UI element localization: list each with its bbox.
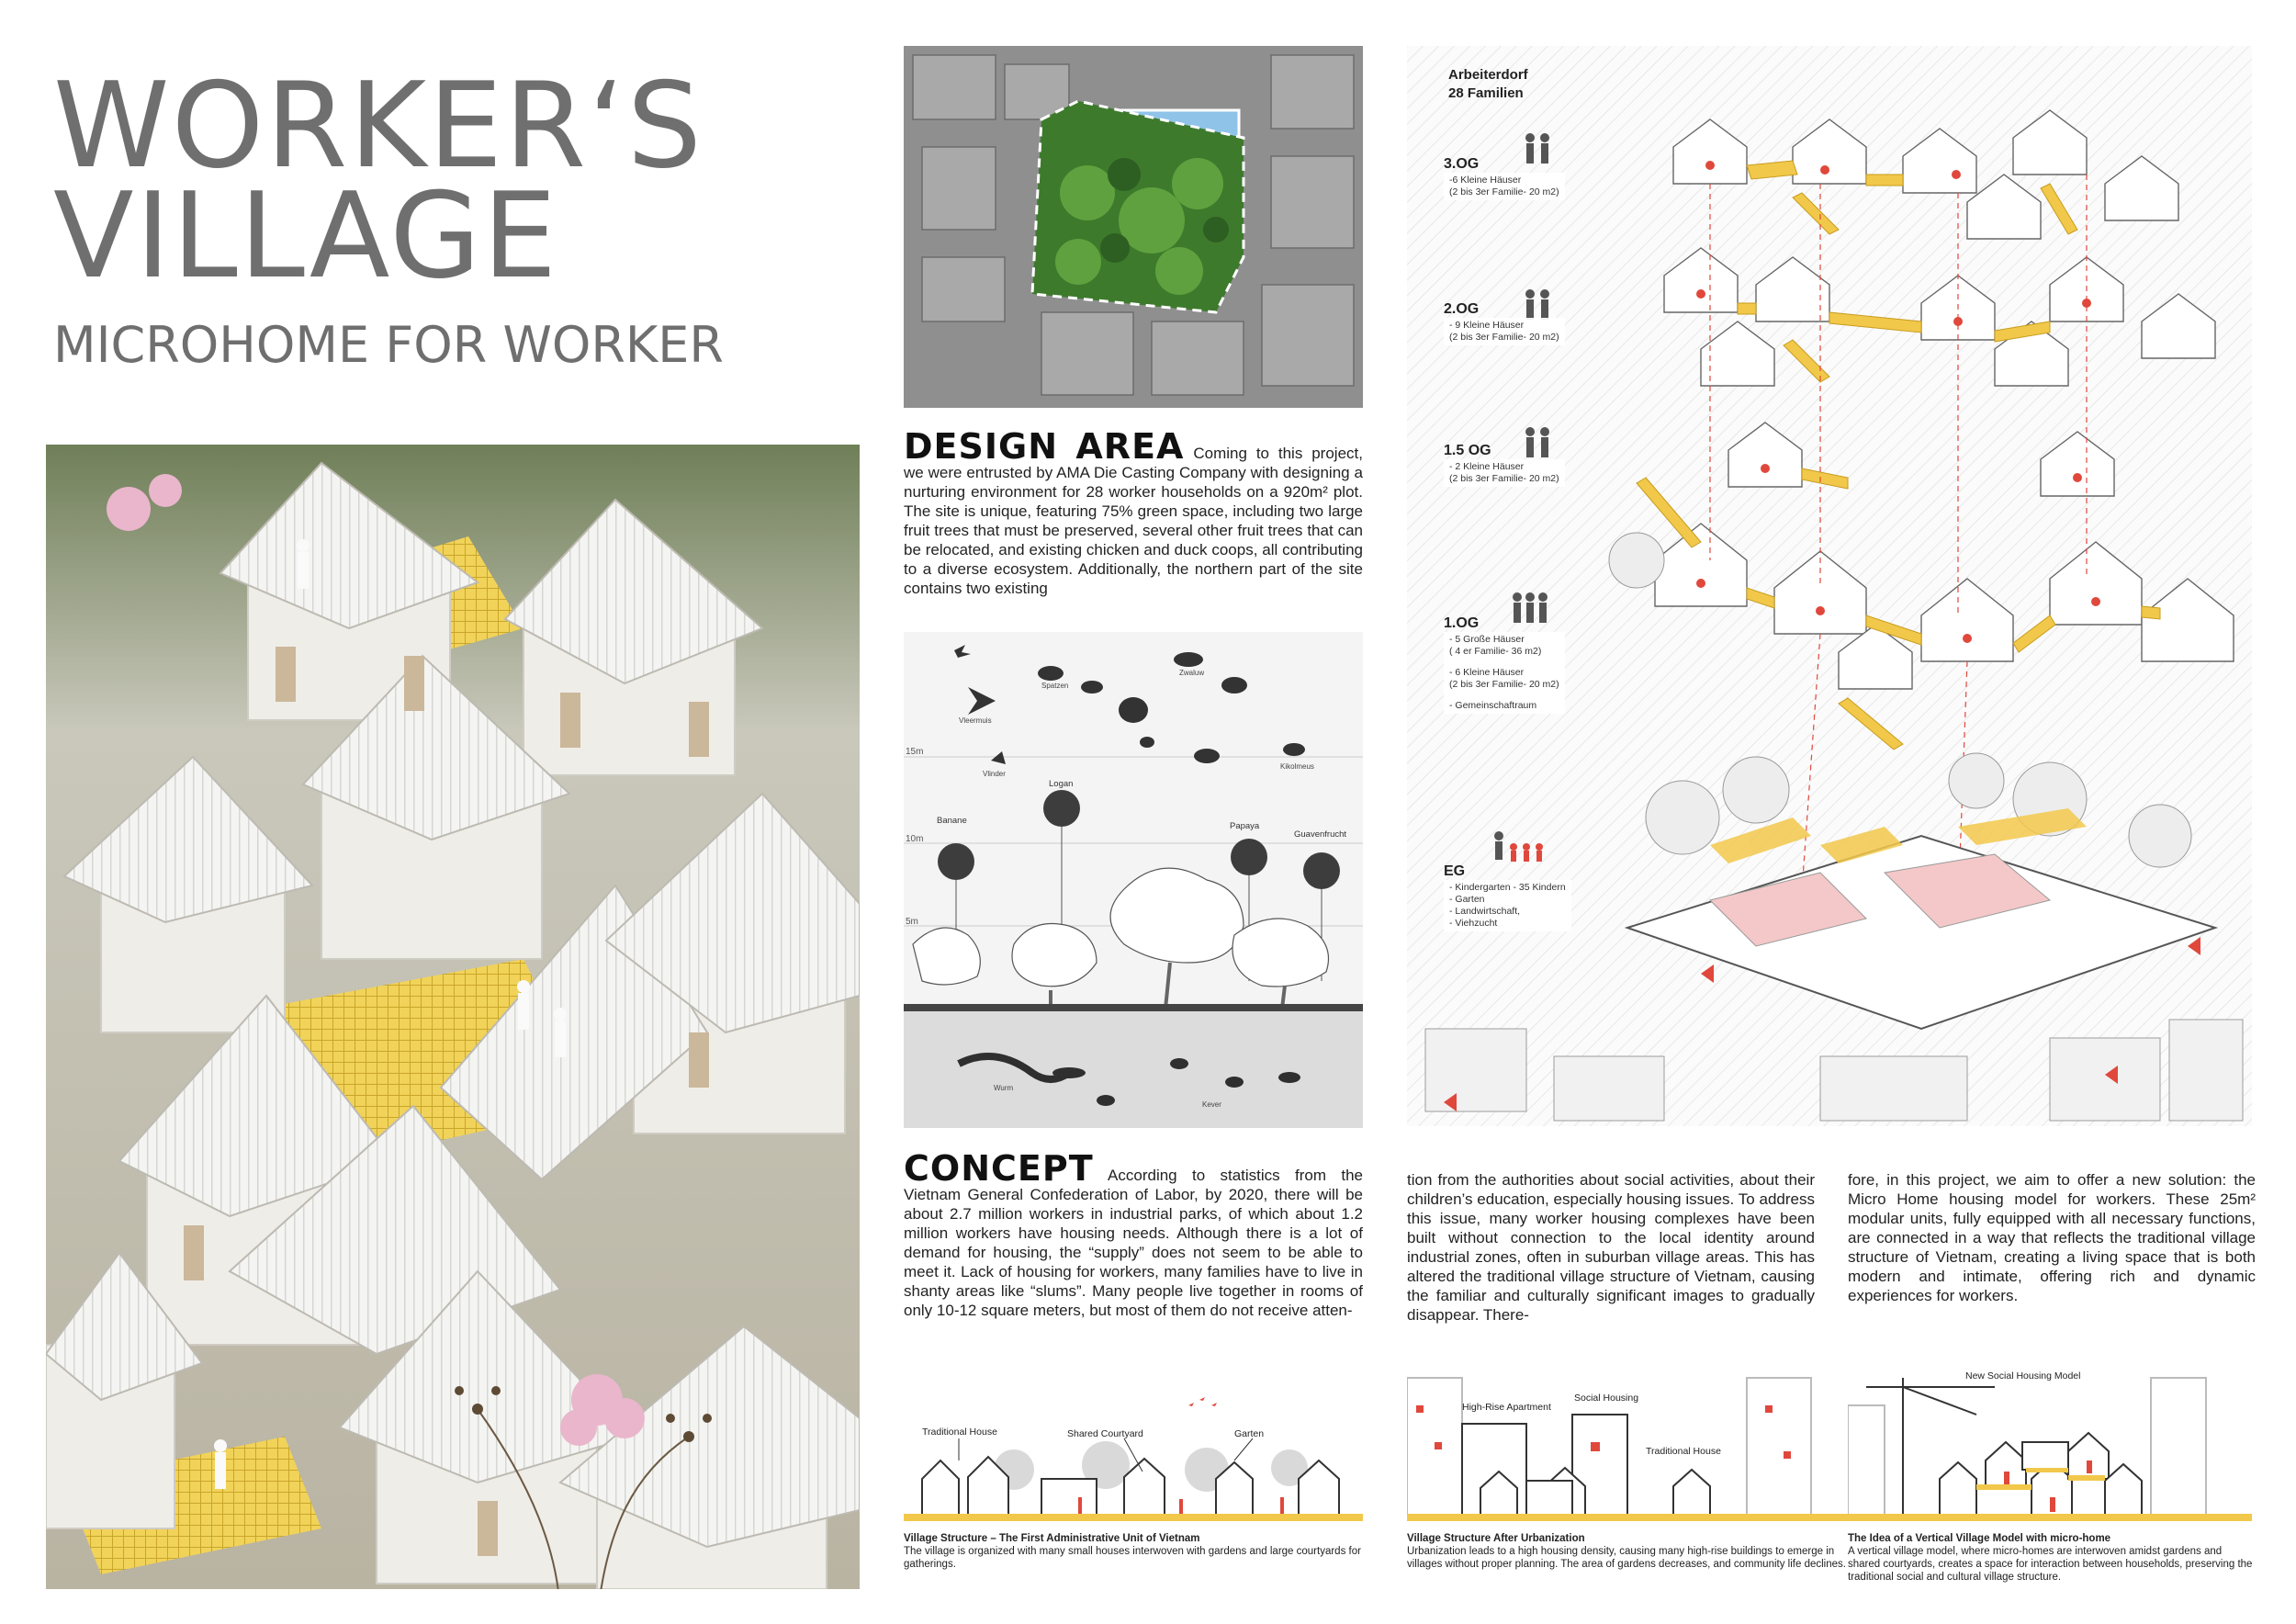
diagram2-label-social: Social Housing xyxy=(1574,1393,1639,1404)
level-1-5og-info xyxy=(1444,459,1565,487)
axonometric-illustration xyxy=(1407,46,2252,1126)
plant-label-banane: Banane xyxy=(937,816,967,826)
animal-label-vleermuis: Vleermuis xyxy=(959,716,992,725)
concept-text-1: According to statistics from the Vietnam General Confederation of Labor, by 2020, there will be about 2.7 million workers in industrial parks, of which about 1.2 million workers have housing needs. Although there is a lot of demand for housing, the “supply” does not seem to be able to meet it. Lack of housing for workers, many families have to live in shanty areas like “slums”. Many people live together in rooms of only 10-12 square meters, but most of them do not receive atten- xyxy=(904,1167,1363,1319)
animal-label-kikolmeus: Kikolmeus xyxy=(1280,762,1314,771)
diagram1-label-house: Traditional House xyxy=(922,1427,997,1438)
level-1-5og-line: (2 bis 3er Familie- 20 m2) xyxy=(1449,473,1559,484)
plant-label-guavenfrucht: Guavenfrucht xyxy=(1294,829,1347,840)
height-label-15m: 15m xyxy=(906,747,924,757)
level-1og-line: - 6 Kleine Häuser xyxy=(1449,667,1525,678)
level-1og-line: - Gemeinschaftraum xyxy=(1449,700,1537,711)
ecosystem-section-drawing xyxy=(904,632,1363,1128)
animal-label-zwaluw: Zwaluw xyxy=(1179,669,1205,677)
level-1og-line: ( 4 er Familie- 36 m2) xyxy=(1449,646,1542,657)
model-photo-illustration xyxy=(46,445,860,1589)
height-label-10m: 10m xyxy=(906,834,924,844)
concept-heading: CONCEPT xyxy=(904,1148,1094,1189)
design-area-text: Coming to this project, we were entrusted by AMA Die Casting Company with designing a nurturing environment for 28 worker households on a 920m² plot. The site is unique, featuring 75% green space, including two large fruit trees that must be preserved, several other fruit trees that can be relocated, and existing chicken and duck coops, all contributing to a diverse ecosystem. Additionally, the northern part of the site contains two existing xyxy=(904,445,1363,597)
level-3og-line: -6 Kleine Häuser xyxy=(1449,175,1522,186)
level-1og-name: 1.OG xyxy=(1444,615,1480,631)
level-2og-line: - 9 Kleine Häuser xyxy=(1449,320,1525,331)
diagram1-label-garden: Garten xyxy=(1234,1428,1265,1439)
axo-header-families: 28 Familien xyxy=(1448,85,1524,101)
diagram2-caption xyxy=(1407,1532,1866,1571)
design-area-heading: DESIGN AREA xyxy=(904,426,1185,467)
animal-label-wurm: Wurm xyxy=(994,1084,1014,1092)
diagram3-label-new-model: New Social Housing Model xyxy=(1965,1370,2081,1382)
level-1og-spacer xyxy=(1449,691,1559,700)
level-1-5og-line: - 2 Kleine Häuser xyxy=(1449,461,1525,472)
diagram2-caption-text: Urbanization leads to a high housing density, causing many high-rise buildings to emerge in villages without proper planning. The area of gardens decreases, and community life declines. xyxy=(1407,1546,1846,1570)
diagram3-caption-text: A vertical village model, where micro-homes are interwoven amidst gardens and shared courtyards, creates a space for interaction between households, preserving the traditional social and cultural village structure. xyxy=(1848,1546,2253,1583)
poster-subtitle: MICROHOME FOR WORKER xyxy=(53,316,724,374)
concept-section xyxy=(904,1148,1363,1320)
axo-header xyxy=(1448,66,1528,103)
level-1og-info xyxy=(1444,632,1565,714)
diagram1-label-courtyard: Shared Courtyard xyxy=(1067,1428,1143,1439)
animal-label-kever: Kever xyxy=(1202,1100,1221,1109)
model-photo xyxy=(46,445,860,1589)
design-area-section xyxy=(904,426,1363,598)
diagram1-caption-text: The village is organized with many small houses interwoven with gardens and large courtyards for gatherings. xyxy=(904,1546,1361,1570)
level-2og-name: 2.OG xyxy=(1444,301,1480,317)
poster-title xyxy=(53,58,703,305)
diagram3-caption xyxy=(1848,1532,2256,1584)
axo-header-title: Arbeiterdorf xyxy=(1448,67,1528,83)
level-3og-name: 3.OG xyxy=(1444,156,1480,172)
ecosystem-illustration xyxy=(904,632,1363,1128)
level-2og xyxy=(1444,301,1565,345)
level-eg-line: - Landwirtschaft, xyxy=(1449,906,1521,917)
diagram2-label-traditional: Traditional House xyxy=(1646,1446,1721,1457)
level-3og xyxy=(1444,156,1565,200)
diagram-urbanization-illustration xyxy=(1407,1369,1866,1521)
level-1og xyxy=(1444,615,1565,714)
level-1-5og xyxy=(1444,443,1565,487)
level-1og-line: - 5 Große Häuser xyxy=(1449,634,1525,645)
level-1og-line: (2 bis 3er Familie- 20 m2) xyxy=(1449,679,1559,690)
level-eg-line: - Garten xyxy=(1449,894,1485,905)
level-1og-spacer xyxy=(1449,658,1559,667)
plant-label-logan: Logan xyxy=(1049,779,1074,789)
level-1-5og-name: 1.5 OG xyxy=(1444,443,1491,458)
plant-label-papaya: Papaya xyxy=(1230,821,1260,831)
aerial-site-photo xyxy=(904,46,1363,408)
concept-text-3: fore, in this project, we aim to offer a new solution: the Micro Home housing model for workers. These 25m² modular units, fully equipped with all necessary functions, are connected in a way that reflects the traditional village structure of Vietnam, creating a living space that is both modern and intimate, offering rich and dynamic experiences for workers. xyxy=(1848,1171,2256,1304)
level-eg-name: EG xyxy=(1444,863,1466,879)
level-2og-line: (2 bis 3er Familie- 20 m2) xyxy=(1449,332,1559,343)
diagram3-caption-title: The Idea of a Vertical Village Model with micro-home xyxy=(1848,1533,2111,1544)
aerial-site-illustration xyxy=(904,46,1363,408)
level-3og-line: (2 bis 3er Familie- 20 m2) xyxy=(1449,186,1559,197)
level-eg xyxy=(1444,863,1571,931)
diagram2-caption-title: Village Structure After Urbanization xyxy=(1407,1533,1585,1544)
animal-label-vlinder: Vlinder xyxy=(983,770,1006,778)
level-eg-line: - Kindergarten - 35 Kindern xyxy=(1449,882,1566,893)
height-label-5m: 5m xyxy=(906,917,918,927)
diagram-vertical-village xyxy=(1848,1369,2252,1521)
title-line-1: WORKER‘S xyxy=(53,58,703,195)
concept-text-2: tion from the authorities about social activities, about their children’s education, especially housing issues. To address this issue, many worker housing complexes have been built without connection to the local identity around industrial zones, often in suburban village areas. This has altered the traditional village structure of Vietnam, causing the familiar and culturally significant images to gradually disappear. There- xyxy=(1407,1171,1815,1324)
diagram-traditional-illustration xyxy=(904,1369,1363,1521)
title-line-2: VILLAGE xyxy=(53,168,559,305)
level-2og-info xyxy=(1444,318,1565,345)
diagram2-label-highrise: High-Rise Apartment xyxy=(1462,1402,1551,1413)
level-eg-info xyxy=(1444,880,1571,931)
diagram1-caption-title: Village Structure – The First Administrative Unit of Vietnam xyxy=(904,1533,1200,1544)
diagram1-caption xyxy=(904,1532,1363,1571)
level-3og-info xyxy=(1444,173,1565,200)
exploded-axonometric-diagram xyxy=(1407,46,2252,1126)
diagram-traditional-village xyxy=(904,1369,1363,1521)
level-eg-line: - Viehzucht xyxy=(1449,918,1498,929)
diagram-vertical-illustration xyxy=(1848,1369,2252,1521)
diagram-urbanization xyxy=(1407,1369,1866,1521)
animal-label-spatzen: Spatzen xyxy=(1041,682,1069,690)
